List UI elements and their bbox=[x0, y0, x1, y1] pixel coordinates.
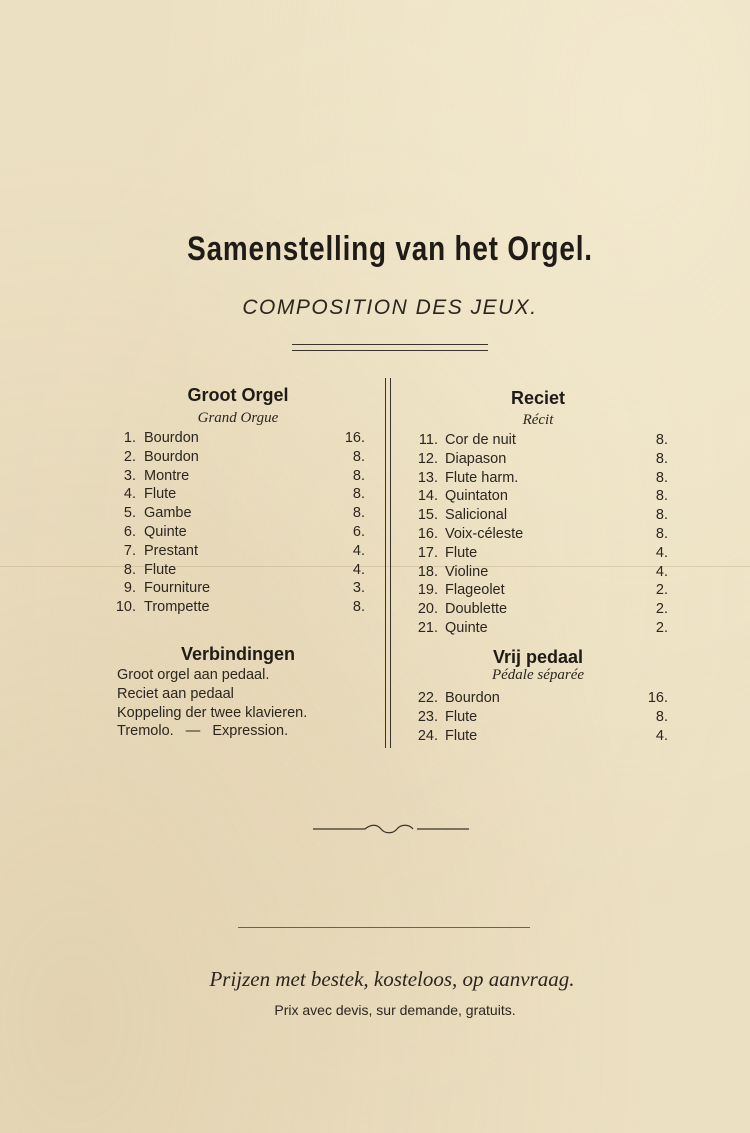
stop-name: Quinte bbox=[144, 523, 187, 540]
stop-pitch: 8. bbox=[352, 467, 365, 484]
stop-pitch: 8. bbox=[655, 507, 668, 524]
stop-row bbox=[400, 488, 668, 507]
stop-pitch: 16. bbox=[344, 430, 365, 446]
stop-number: 3. bbox=[123, 467, 136, 484]
stop-row bbox=[100, 599, 365, 618]
stop-row bbox=[400, 507, 668, 526]
stop-name: Bourdon bbox=[144, 448, 199, 465]
stop-pitch: 8. bbox=[352, 505, 365, 522]
ornament-divider bbox=[313, 822, 469, 836]
stop-pitch: 8. bbox=[655, 708, 668, 725]
verbindingen-heading: Verbindingen bbox=[180, 644, 295, 664]
stop-name: Doublette bbox=[445, 601, 508, 618]
stop-pitch: 2. bbox=[655, 601, 668, 618]
stop-number: 20. bbox=[417, 601, 438, 618]
stop-number: 8. bbox=[123, 561, 136, 578]
stop-name: Flute bbox=[445, 544, 478, 561]
stop-row bbox=[100, 524, 365, 543]
double-rule-divider bbox=[292, 344, 488, 351]
stop-row bbox=[400, 432, 668, 451]
stop-number: 18. bbox=[417, 563, 438, 580]
stop-row bbox=[400, 545, 668, 564]
stop-row bbox=[400, 582, 668, 601]
stop-number: 2. bbox=[123, 448, 136, 465]
stop-pitch: 6. bbox=[352, 523, 365, 540]
stop-name: Quintaton bbox=[445, 488, 508, 505]
stop-name: Trompette bbox=[144, 599, 210, 616]
footer-french: Prix avec devis, sur demande, gratuits. bbox=[274, 1002, 516, 1018]
stop-number: 4. bbox=[123, 486, 136, 503]
stop-number: 16. bbox=[417, 525, 438, 542]
stop-number: 21. bbox=[417, 619, 438, 636]
stop-row bbox=[400, 451, 668, 470]
stop-pitch: 8. bbox=[352, 486, 365, 503]
stop-pitch: 16. bbox=[647, 690, 668, 706]
list-item: Koppeling der twee klavieren. bbox=[117, 704, 308, 721]
stop-name: Flute bbox=[445, 708, 478, 725]
stop-number: 22. bbox=[417, 690, 438, 706]
stop-name: Violine bbox=[445, 563, 489, 580]
stop-number: 14. bbox=[417, 488, 438, 505]
stop-number: 9. bbox=[123, 580, 136, 597]
stop-pitch: 4. bbox=[655, 544, 668, 561]
stop-row bbox=[100, 449, 365, 468]
stop-row bbox=[400, 728, 668, 747]
stop-name: Flute harm. bbox=[445, 469, 519, 486]
stop-row bbox=[400, 620, 668, 639]
stop-name: Flute bbox=[445, 727, 478, 744]
stop-name: Cor de nuit bbox=[445, 432, 516, 448]
stop-row bbox=[400, 470, 668, 489]
stop-number: 13. bbox=[417, 469, 438, 486]
column-divider bbox=[385, 378, 391, 748]
page-title: Samenstelling van het Orgel. bbox=[187, 230, 593, 268]
stop-name: Prestant bbox=[144, 542, 198, 559]
stop-number: 17. bbox=[417, 544, 438, 561]
stop-row bbox=[100, 505, 365, 524]
stop-pitch: 4. bbox=[655, 563, 668, 580]
groot-orgel-subheading: Grand Orgue bbox=[197, 410, 279, 426]
stop-pitch: 8. bbox=[655, 450, 668, 467]
stop-pitch: 4. bbox=[352, 561, 365, 578]
reciet-heading: Reciet bbox=[510, 388, 566, 408]
stop-name: Diapason bbox=[445, 450, 507, 467]
stop-name: Flute bbox=[144, 486, 177, 503]
stop-row bbox=[100, 562, 365, 581]
stop-number: 12. bbox=[417, 450, 438, 467]
list-item: Tremolo. — Expression. bbox=[117, 723, 289, 740]
stop-name: Bourdon bbox=[144, 430, 199, 446]
stop-row bbox=[100, 580, 365, 599]
stop-row bbox=[100, 430, 365, 449]
vrij-pedaal-stop-list bbox=[400, 690, 668, 746]
stop-pitch: 8. bbox=[655, 488, 668, 505]
reciet-stop-list bbox=[400, 432, 668, 639]
vrij-pedaal-heading: Vrij pedaal bbox=[492, 647, 584, 667]
footer-dutch: Prijzen met bestek, kosteloos, op aanvraag. bbox=[209, 967, 575, 991]
stop-pitch: 8. bbox=[655, 525, 668, 542]
stop-pitch: 3. bbox=[352, 580, 365, 597]
verbindingen-list bbox=[117, 667, 307, 742]
page-subtitle: COMPOSITION DES JEUX. bbox=[242, 296, 538, 319]
stop-pitch: 2. bbox=[655, 619, 668, 636]
stop-pitch: 8. bbox=[352, 599, 365, 616]
stop-row bbox=[400, 690, 668, 709]
groot-orgel-stop-list bbox=[100, 430, 365, 618]
stop-number: 6. bbox=[123, 523, 136, 540]
stop-number: 1. bbox=[123, 430, 136, 446]
stop-row bbox=[100, 468, 365, 487]
groot-orgel-heading: Groot Orgel bbox=[187, 385, 289, 405]
stop-name: Quinte bbox=[445, 619, 488, 636]
stop-name: Flageolet bbox=[445, 582, 505, 599]
stop-name: Voix-céleste bbox=[445, 525, 524, 542]
stop-name: Gambe bbox=[144, 505, 192, 522]
stop-pitch: 4. bbox=[655, 727, 668, 744]
stop-row bbox=[400, 709, 668, 728]
footer-rule bbox=[238, 927, 530, 928]
stop-number: 23. bbox=[417, 708, 438, 725]
stop-pitch: 8. bbox=[655, 469, 668, 486]
stop-name: Flute bbox=[144, 561, 177, 578]
vrij-pedaal-subheading: Pédale séparée bbox=[491, 667, 585, 683]
stop-number: 15. bbox=[417, 507, 438, 524]
stop-number: 24. bbox=[417, 727, 438, 744]
stop-row bbox=[400, 601, 668, 620]
list-item: Reciet aan pedaal bbox=[117, 685, 234, 702]
stop-pitch: 8. bbox=[655, 432, 668, 448]
stop-name: Fourniture bbox=[144, 580, 211, 597]
stop-number: 7. bbox=[123, 542, 136, 559]
stop-pitch: 8. bbox=[352, 448, 365, 465]
list-item: Groot orgel aan pedaal. bbox=[117, 667, 270, 683]
stop-row bbox=[400, 564, 668, 583]
reciet-subheading: Récit bbox=[522, 412, 554, 428]
stop-number: 5. bbox=[123, 505, 136, 522]
stop-pitch: 4. bbox=[352, 542, 365, 559]
stop-number: 11. bbox=[418, 432, 438, 448]
stop-row bbox=[100, 486, 365, 505]
stop-row bbox=[100, 543, 365, 562]
stop-row bbox=[400, 526, 668, 545]
stop-name: Bourdon bbox=[445, 690, 500, 706]
stop-name: Salicional bbox=[445, 507, 508, 524]
stop-pitch: 2. bbox=[655, 582, 668, 599]
stop-name: Montre bbox=[144, 467, 190, 484]
stop-number: 19. bbox=[417, 582, 438, 599]
stop-number: 10. bbox=[115, 599, 136, 616]
